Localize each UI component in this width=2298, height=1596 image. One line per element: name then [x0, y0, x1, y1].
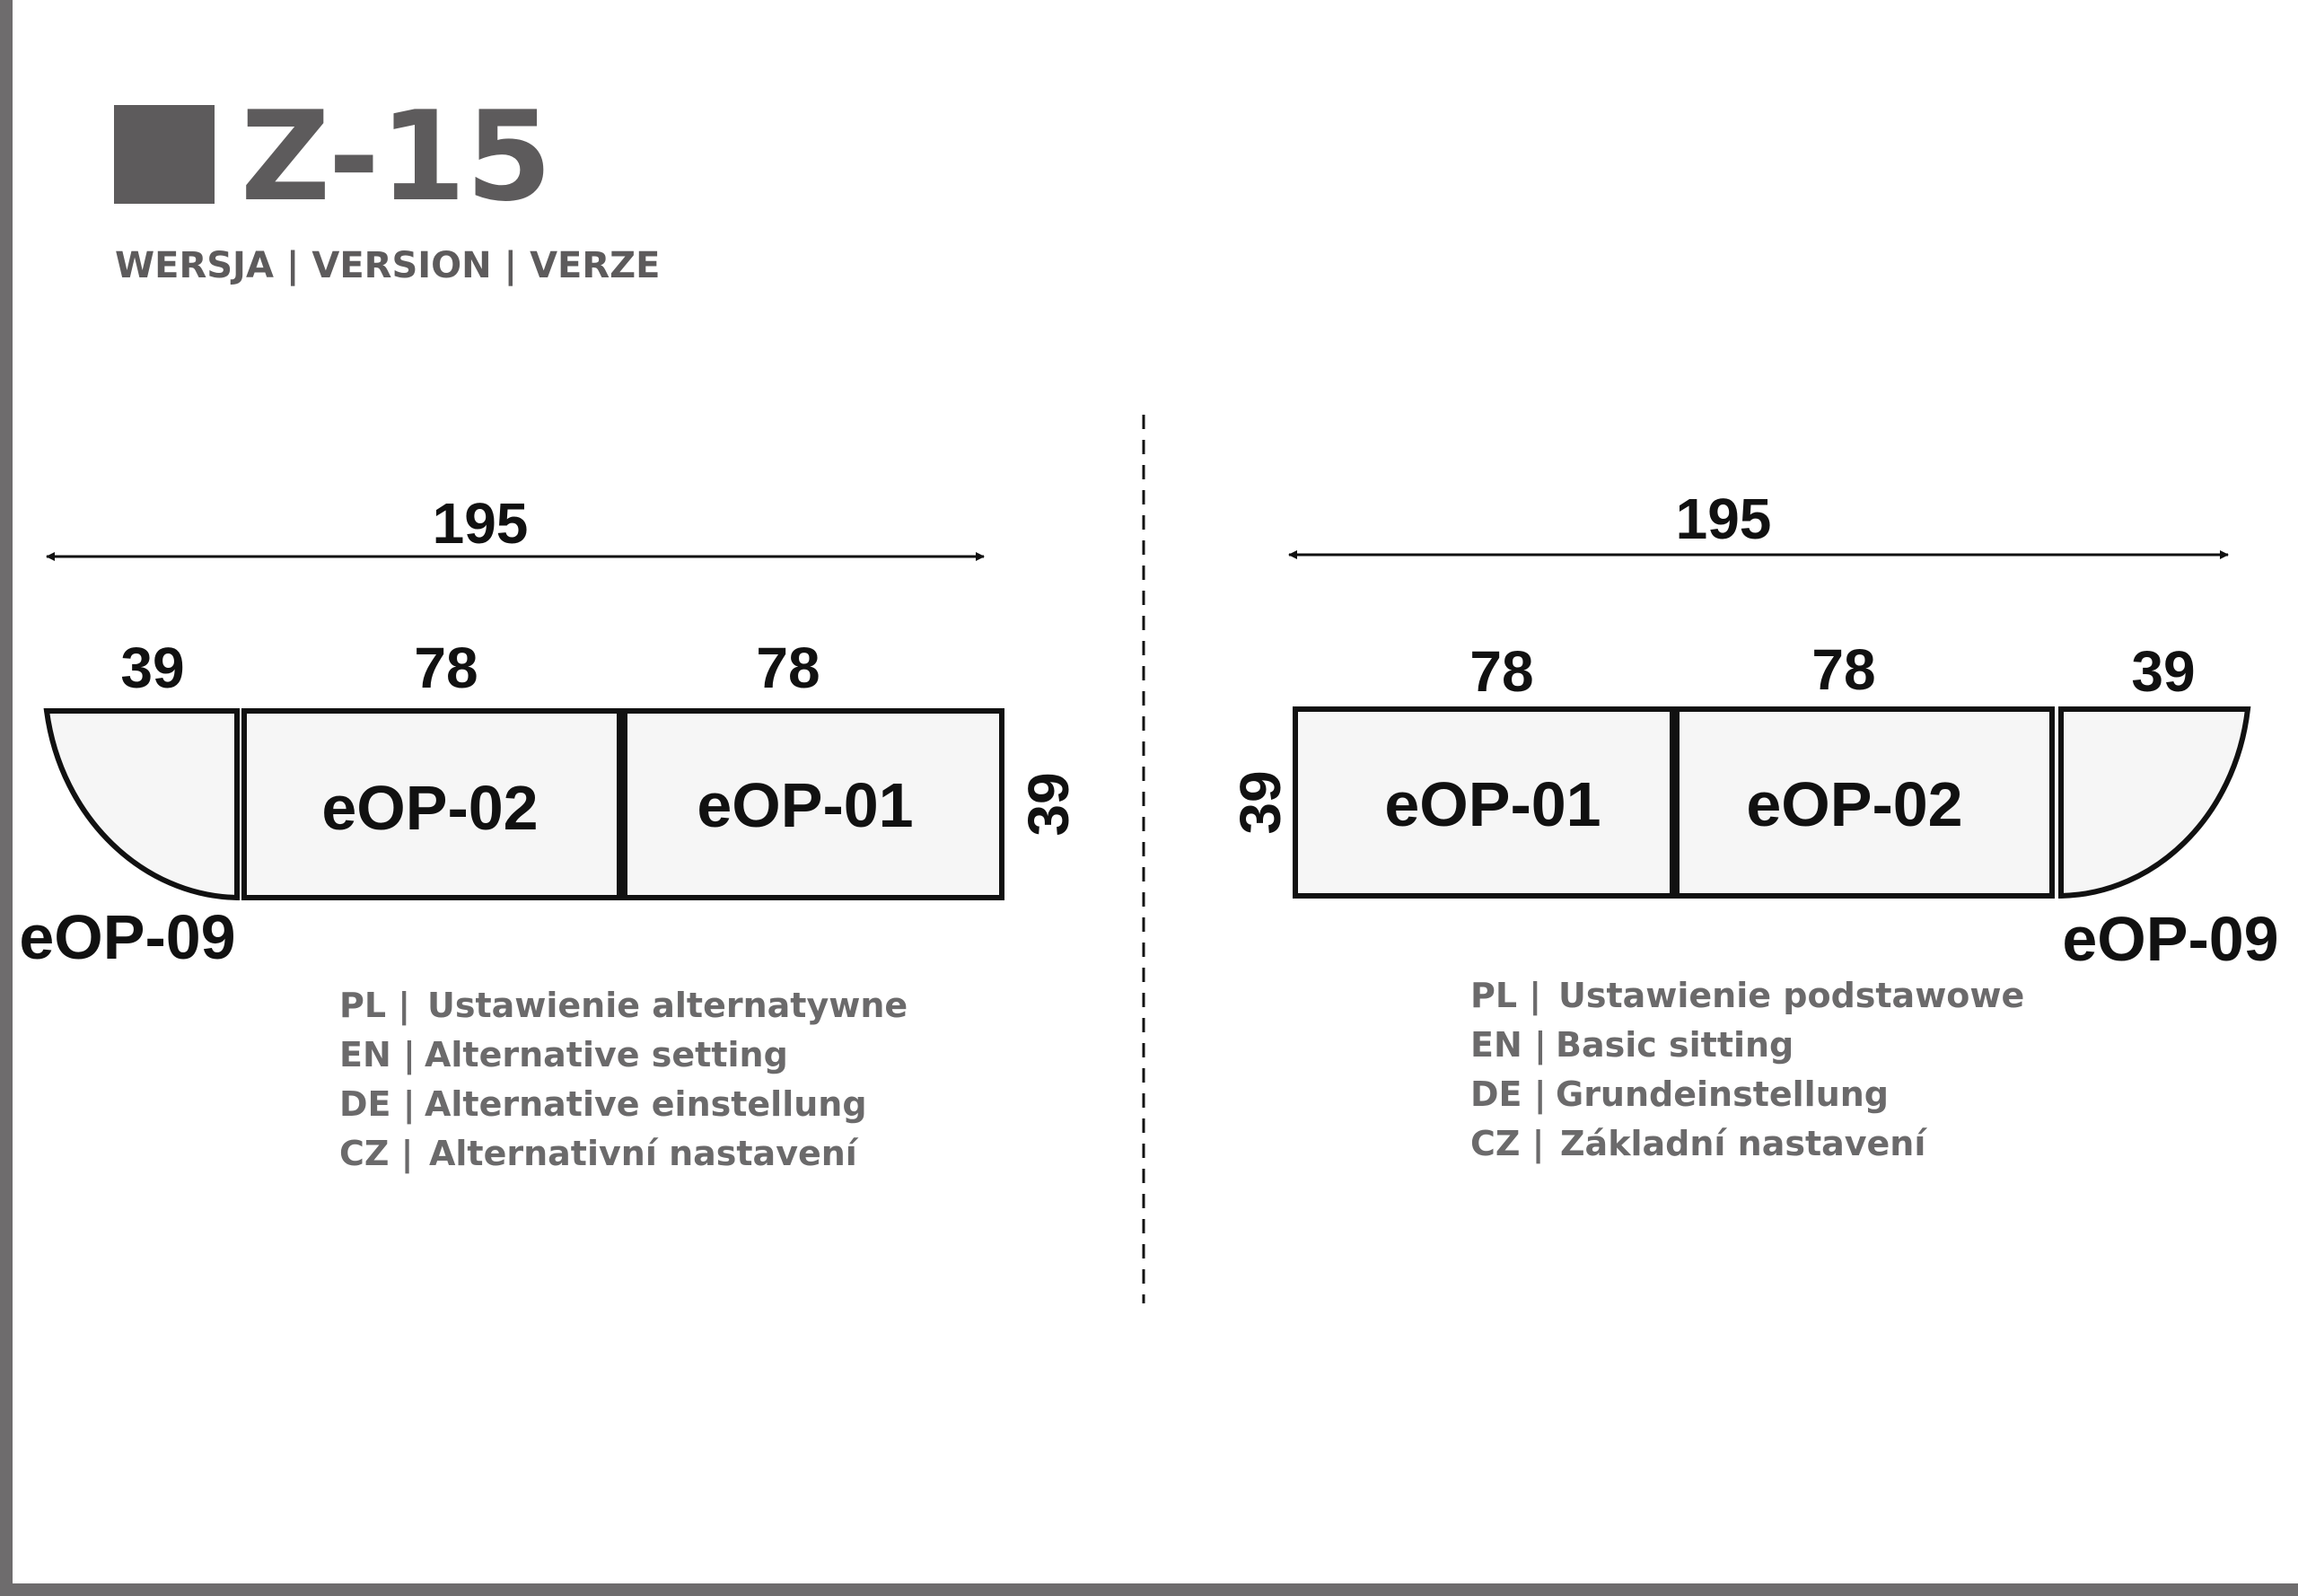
page-frame-bottom	[0, 1583, 2298, 1596]
page-frame-left	[0, 0, 13, 1596]
left-module-2-width-label: 78	[756, 636, 820, 700]
right-corner-element	[2061, 709, 2248, 896]
right-module-1-code: eOP-01	[1384, 769, 1601, 839]
left-caption-de-text: Alternative einstellung	[425, 1084, 867, 1124]
right-depth-label: 39	[1228, 770, 1293, 835]
right-caption-cz-lang: CZ |	[1470, 1124, 1545, 1163]
right-caption-cz-text: Základní nastavení	[1560, 1124, 1926, 1163]
right-module-2-code: eOP-02	[1746, 769, 1963, 839]
right-module-1-width-label: 78	[1469, 639, 1534, 704]
right-corner-width-label: 39	[2131, 639, 2196, 704]
model-title: Z-15	[241, 84, 552, 229]
left-caption-list	[339, 986, 908, 1174]
right-caption-pl-lang: PL |	[1470, 976, 1542, 1015]
left-module-2-code: eOP-01	[697, 770, 914, 840]
left-caption-cz-lang: CZ |	[339, 1134, 414, 1173]
right-layout	[1228, 487, 2279, 1164]
left-caption-cz-text: Alternativní nastavení	[429, 1134, 857, 1173]
right-total-width-label: 195	[1675, 487, 1772, 551]
right-caption-pl-text: Ustawienie podstawowe	[1558, 976, 2025, 1015]
model-square-icon	[114, 105, 215, 204]
right-module-2-width-label: 78	[1811, 637, 1876, 702]
left-corner-width-label: 39	[120, 636, 185, 700]
right-caption-de-lang: DE |	[1470, 1074, 1547, 1114]
left-corner-code: eOP-09	[19, 902, 236, 972]
right-caption-de-text: Grundeinstellung	[1556, 1074, 1890, 1114]
left-caption-pl-text: Ustawienie alternatywne	[427, 986, 908, 1025]
left-depth-label: 39	[1016, 772, 1081, 837]
left-module-1-code: eOP-02	[321, 773, 539, 843]
left-caption-en-text: Alternative setting	[425, 1035, 788, 1074]
left-caption-de-lang: DE |	[339, 1084, 416, 1124]
left-caption-en-lang: EN |	[339, 1035, 416, 1074]
left-total-width-label: 195	[432, 491, 529, 556]
left-module-1-width-label: 78	[414, 636, 478, 700]
left-layout	[19, 491, 1081, 1174]
left-caption-pl-lang: PL |	[339, 986, 411, 1025]
right-caption-list	[1470, 976, 2024, 1164]
right-caption-en-text: Basic sitting	[1556, 1025, 1794, 1065]
version-label: WERSJA | VERSION | VERZE	[115, 245, 661, 286]
right-caption-en-lang: EN |	[1470, 1025, 1547, 1065]
left-corner-element	[47, 711, 237, 898]
right-corner-code: eOP-09	[2062, 904, 2279, 974]
